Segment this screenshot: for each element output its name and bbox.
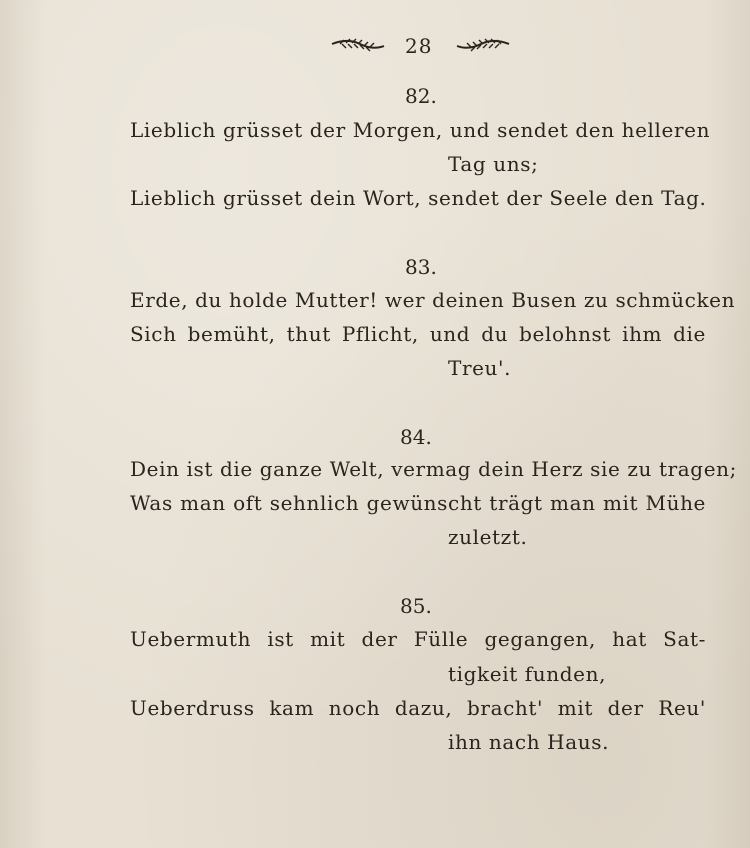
verse-line-continuation: Tag uns; [448, 152, 539, 176]
verse-line: Ueberdruss kam noch dazu, bracht' mit der Reu' [130, 696, 706, 720]
page-header [0, 30, 750, 60]
verse-line-continuation: Treu'. [448, 356, 512, 380]
verse-line: Sich bemüht, thut Pflicht, und du belohnst ihm die [130, 322, 706, 346]
stanza-number: 84. [400, 425, 432, 449]
verse-line-continuation: ihn nach Haus. [448, 730, 610, 754]
stanza-number: 83. [405, 255, 437, 279]
stanza-number: 85. [400, 594, 432, 618]
verse-line-continuation: tigkeit funden, [448, 662, 607, 686]
verse-line: Dein ist die ganze Welt, vermag dein Herz sie zu tragen; [130, 457, 737, 481]
verse-line: Lieblich grüsset dein Wort, sendet der Seele den Tag. [130, 186, 707, 210]
verse-line: Erde, du holde Mutter! wer deinen Busen zu schmücken [130, 288, 736, 312]
verse-line: Was man oft sehnlich gewünscht trägt man mit Mühe [130, 491, 706, 515]
verse-line: Lieblich grüsset der Morgen, und sendet den helleren [130, 118, 711, 142]
ornament-leaf-left-icon [330, 38, 386, 54]
verse-line-continuation: zuletzt. [448, 525, 528, 549]
ornament-leaf-right-icon [455, 38, 511, 54]
verse-line: Uebermuth ist mit der Fülle gegangen, hat Sat- [130, 627, 706, 651]
stanza-number: 82. [405, 84, 437, 108]
page-number: 28 [405, 34, 433, 58]
